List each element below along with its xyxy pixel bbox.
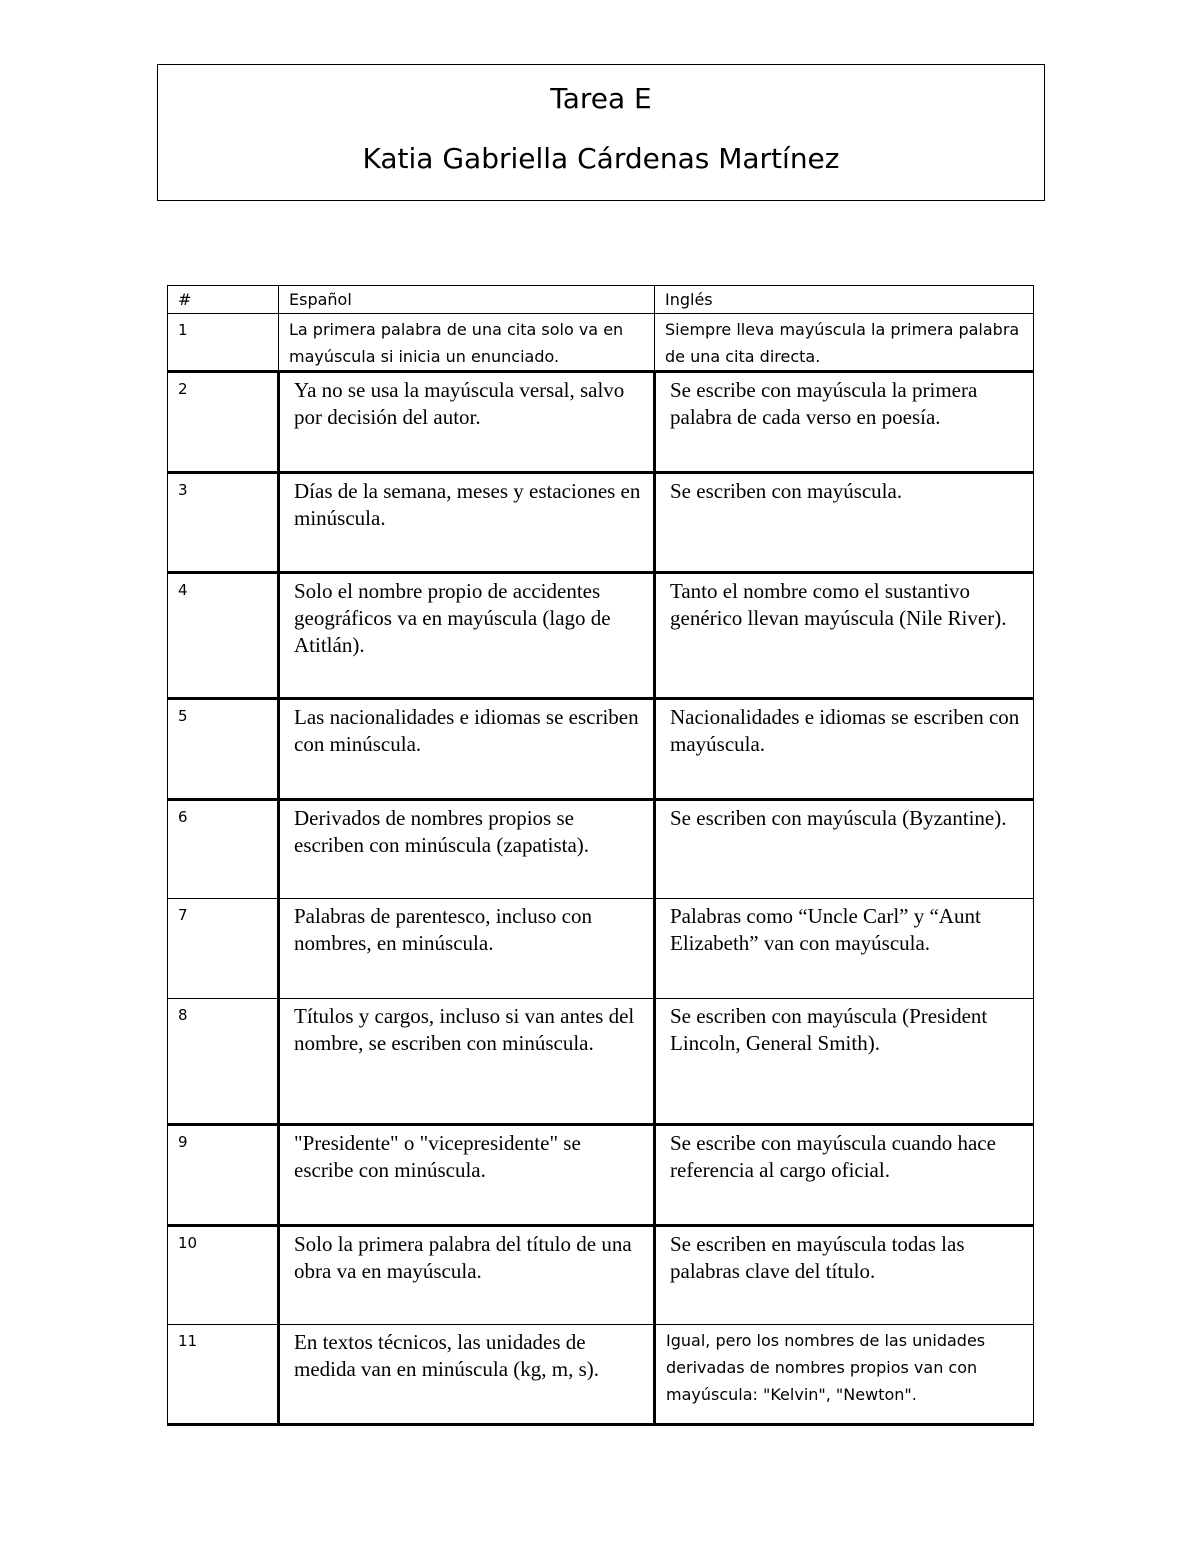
english-rule: Se escribe con mayúscula cuando hace referencia al cargo oficial. — [655, 1125, 1034, 1226]
row-number: 9 — [168, 1125, 279, 1226]
spanish-rule: Días de la semana, meses y estaciones en minúscula. — [279, 473, 655, 573]
spanish-rule: Las nacionalidades e idiomas se escriben con minúscula. — [279, 699, 655, 800]
row-number: 7 — [168, 899, 279, 999]
row-number: 8 — [168, 999, 279, 1125]
table-row — [168, 1325, 1034, 1425]
row-number: 1 — [168, 314, 279, 372]
title-box — [157, 64, 1045, 201]
header-cell-number: # — [168, 286, 279, 314]
row-number: 3 — [168, 473, 279, 573]
table-row — [168, 372, 1034, 473]
english-rule: Se escribe con mayúscula la primera palabra de cada verso en poesía. — [655, 372, 1034, 473]
row-number: 2 — [168, 372, 279, 473]
spanish-rule: Títulos y cargos, incluso si van antes del nombre, se escriben con minúscula. — [279, 999, 655, 1125]
table-row — [168, 314, 1034, 372]
author-name: Katia Gabriella Cárdenas Martínez — [362, 142, 840, 175]
spanish-rule: La primera palabra de una cita solo va en mayúscula si inicia un enunciado. — [279, 314, 655, 372]
spanish-rule: Derivados de nombres propios se escriben con minúscula (zapatista). — [279, 800, 655, 899]
header-cell-english: Inglés — [655, 286, 1034, 314]
spanish-rule: Ya no se usa la mayúscula versal, salvo por decisión del autor. — [279, 372, 655, 473]
table-row — [168, 699, 1034, 800]
english-rule: Tanto el nombre como el sustantivo genérico llevan mayúscula (Nile River). — [655, 573, 1034, 699]
spanish-rule: "Presidente" o "vicepresidente" se escribe con minúscula. — [279, 1125, 655, 1226]
english-rule: Nacionalidades e idiomas se escriben con mayúscula. — [655, 699, 1034, 800]
english-rule: Palabras como “Uncle Carl” y “Aunt Elizabeth” van con mayúscula. — [655, 899, 1034, 999]
english-rule: Siempre lleva mayúscula la primera palabra de una cita directa. — [655, 314, 1034, 372]
row-number: 4 — [168, 573, 279, 699]
table-header-row — [168, 286, 1034, 314]
english-rule: Se escriben con mayúscula. — [655, 473, 1034, 573]
table-row — [168, 1226, 1034, 1325]
document-title: Tarea E — [550, 82, 652, 115]
spanish-rule: Solo la primera palabra del título de una obra va en mayúscula. — [279, 1226, 655, 1325]
spanish-rule: Palabras de parentesco, incluso con nombres, en minúscula. — [279, 899, 655, 999]
table-row — [168, 573, 1034, 699]
row-number: 11 — [168, 1325, 279, 1425]
table-row — [168, 800, 1034, 899]
english-rule: Se escriben en mayúscula todas las palabras clave del título. — [655, 1226, 1034, 1325]
table-row — [168, 473, 1034, 573]
row-number: 6 — [168, 800, 279, 899]
spanish-rule: Solo el nombre propio de accidentes geográficos va en mayúscula (lago de Atitlán). — [279, 573, 655, 699]
table-row — [168, 899, 1034, 999]
header-cell-spanish: Español — [279, 286, 655, 314]
row-number: 10 — [168, 1226, 279, 1325]
english-rule: Se escriben con mayúscula (President Lincoln, General Smith). — [655, 999, 1034, 1125]
spanish-rule: En textos técnicos, las unidades de medida van en minúscula (kg, m, s). — [279, 1325, 655, 1425]
english-rule: Se escriben con mayúscula (Byzantine). — [655, 800, 1034, 899]
table-row — [168, 999, 1034, 1125]
table-row — [168, 1125, 1034, 1226]
row-number: 5 — [168, 699, 279, 800]
comparison-table — [167, 285, 1034, 1426]
english-rule: Igual, pero los nombres de las unidades derivadas de nombres propios van con mayúscula: "Kelvin", "Newton". — [655, 1325, 1034, 1425]
